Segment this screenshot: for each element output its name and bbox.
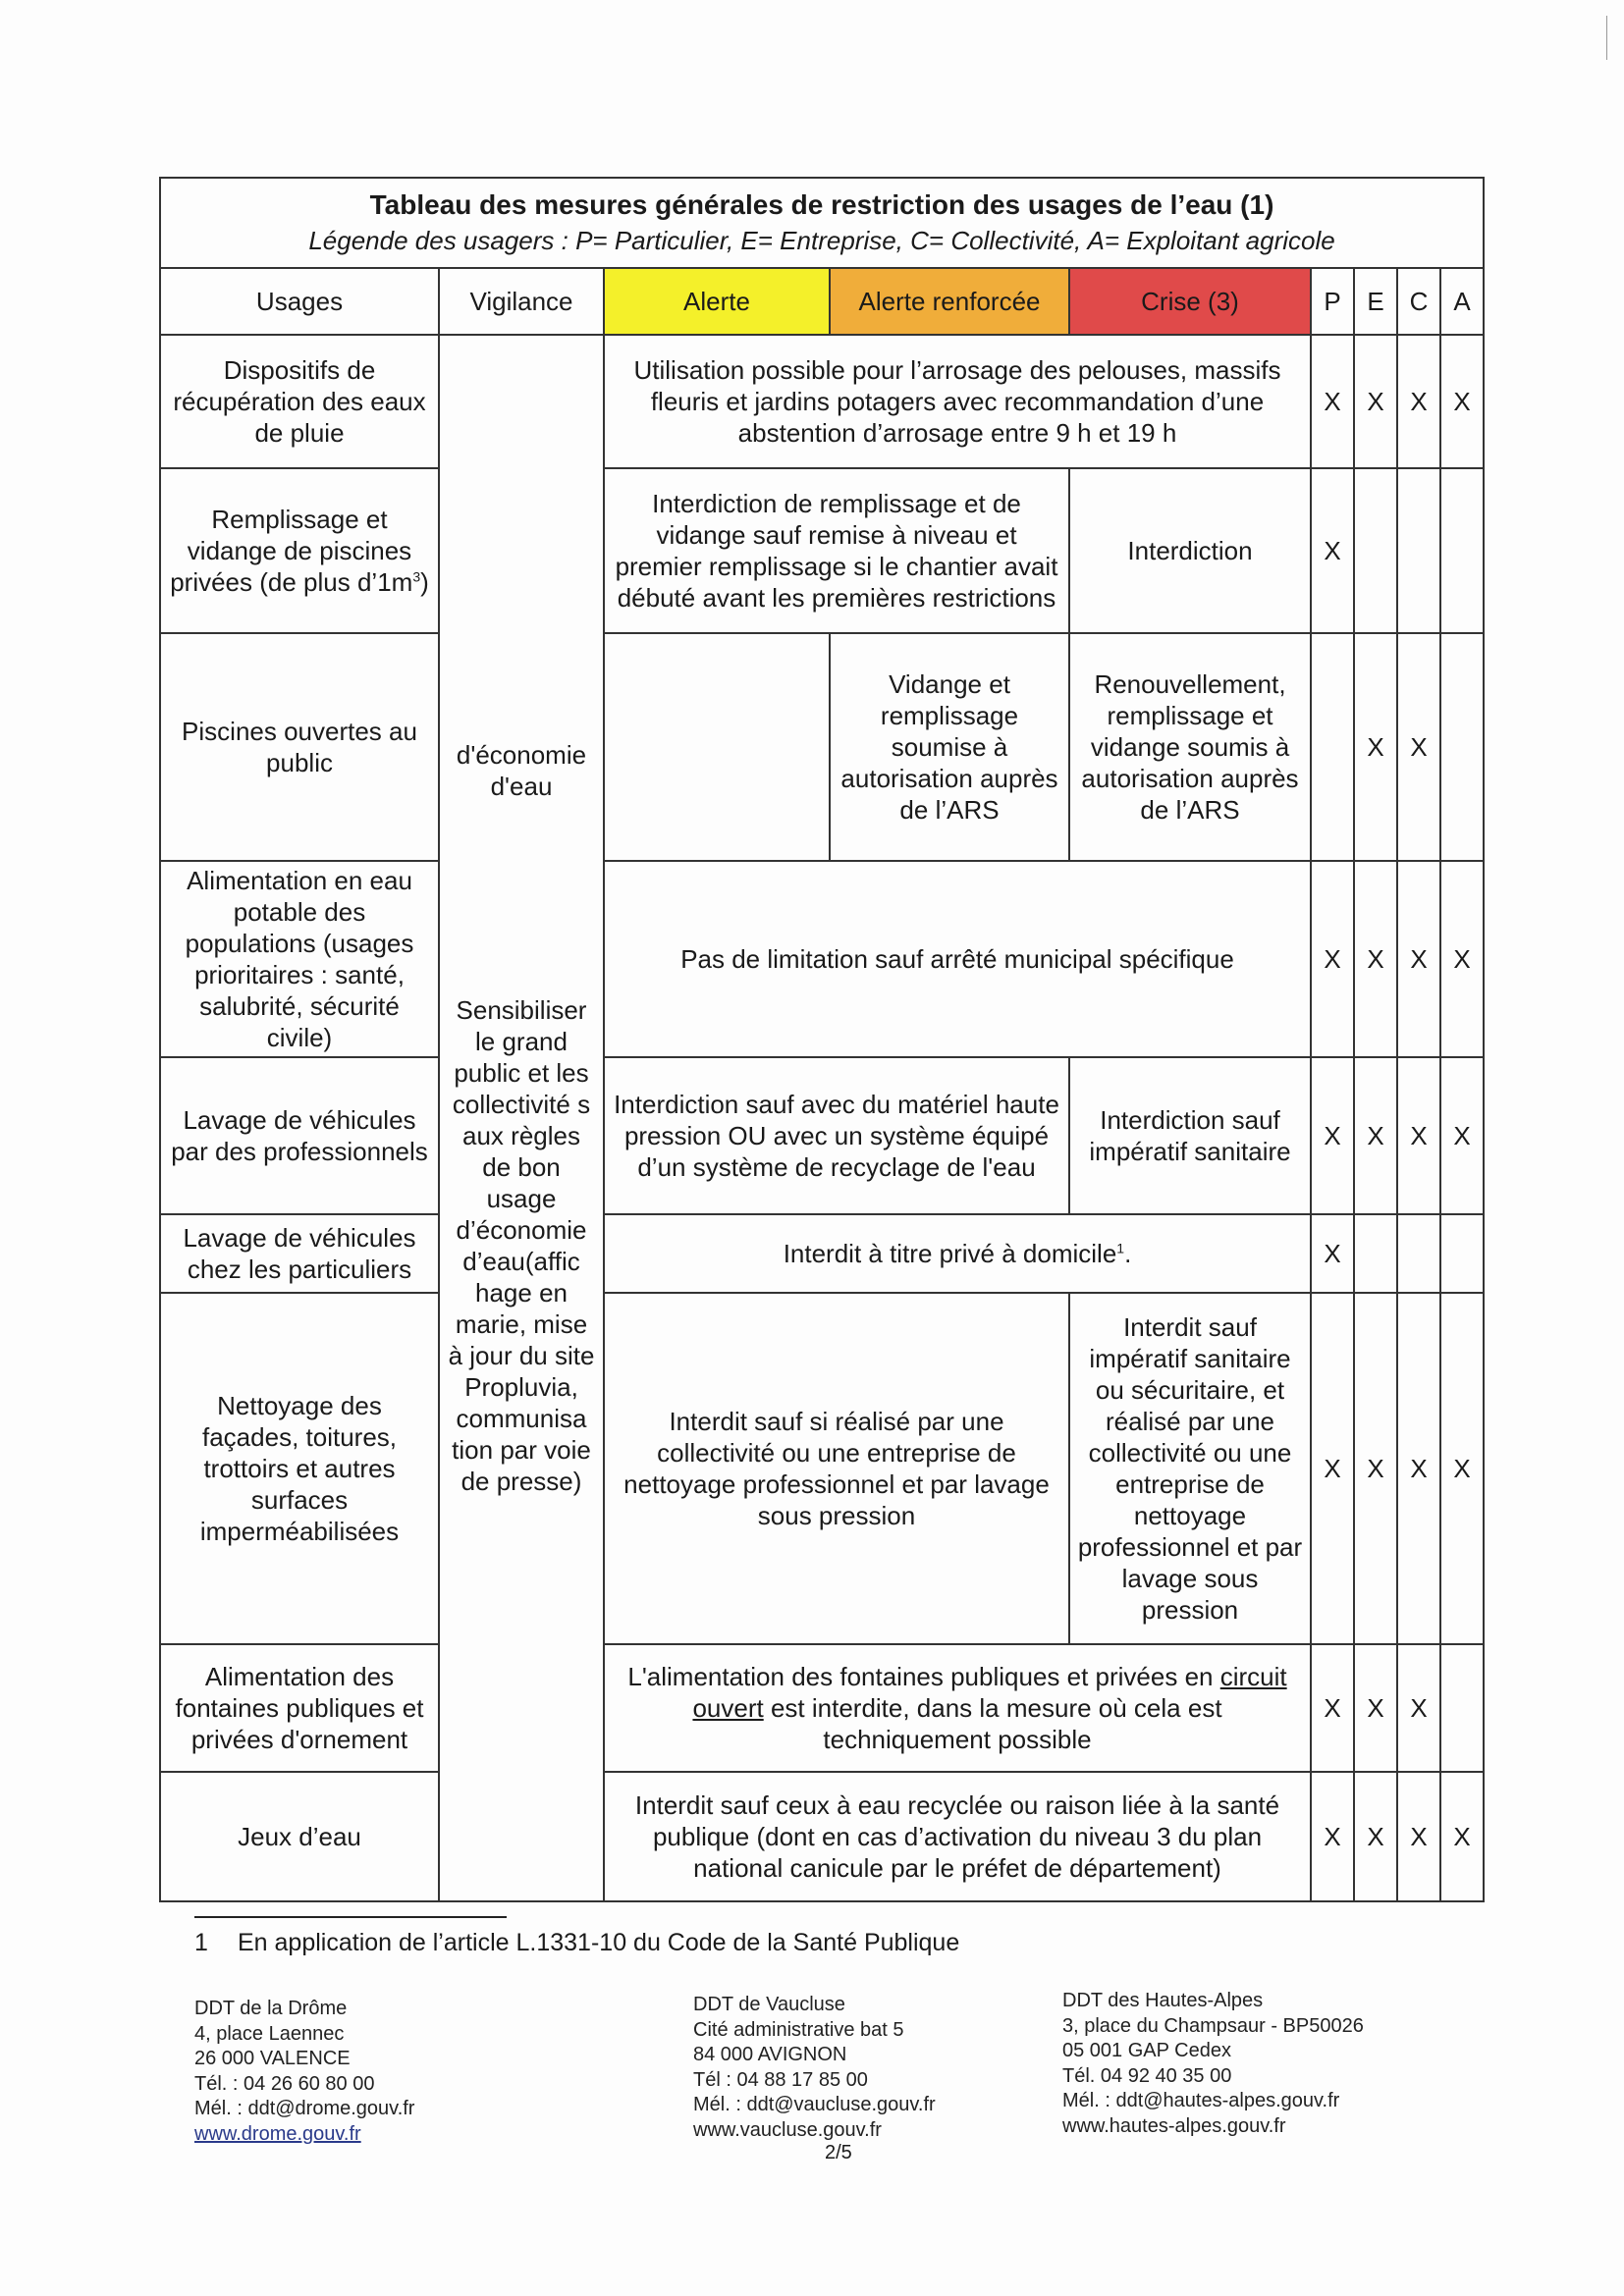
address-vaucluse: DDT de Vaucluse Cité administrative bat 5 84 000 AVIGNON Tél : 04 88 17 85 00 Mél. : ddt@vaucluse.gouv.fr www.vaucluse.gouv.fr (693, 1993, 936, 2143)
email-hautes-alpes[interactable]: Mél. : ddt@hautes-alpes.gouv.fr (1062, 2090, 1340, 2111)
link-vaucluse[interactable]: www.vaucluse.gouv.fr (693, 2118, 882, 2141)
e-mark (1354, 468, 1397, 633)
a-mark (1440, 1644, 1484, 1772)
header-p: P (1311, 268, 1354, 335)
c-mark: X (1397, 1293, 1440, 1644)
e-mark: X (1354, 1772, 1397, 1901)
p-mark: X (1311, 1293, 1354, 1644)
a-mark (1440, 468, 1484, 633)
usage-cell: Remplissage et vidange de piscines privées (de plus $d’1m^3$) (160, 468, 439, 633)
measure-alerte-renforcee-cell: Interdit sauf si réalisé par une collectivité ou une entreprise de nettoyage professionnel et par lavage sous pression (604, 1293, 1069, 1644)
vigilance-text-top: d'économie d'eau (456, 740, 587, 801)
measure-alerte-renforcee-cell: Vidange et remplissage soumise à autorisation auprès de l’ARS (830, 633, 1069, 861)
table-row (160, 468, 1484, 633)
link-drome[interactable]: www.drome.gouv.fr (194, 2122, 361, 2145)
header-alerte-renforcee: Alerte renforcée (830, 268, 1069, 335)
usage-cell: Jeux d’eau (160, 1772, 439, 1901)
table-row (160, 1214, 1484, 1293)
a-mark: X (1440, 1772, 1484, 1901)
header-crise: Crise (3) (1069, 268, 1311, 335)
usage-cell: Lavage de véhicules par des professionnels (160, 1057, 439, 1214)
measure-cell: Pas de limitation sauf arrêté municipal spécifique (604, 861, 1311, 1057)
c-mark: X (1397, 861, 1440, 1057)
footnote-text: En application de l’article L.1331-10 du Code de la Santé Publique (238, 1929, 960, 1956)
usage-cell: Dispositifs de récupération des eaux de pluie (160, 335, 439, 468)
c-mark: X (1397, 335, 1440, 468)
header-alerte: Alerte (604, 268, 830, 335)
header-e: E (1354, 268, 1397, 335)
p-mark: X (1311, 861, 1354, 1057)
measure-crise-cell: Renouvellement, remplissage et vidange soumis à autorisation auprès de l’ARS (1069, 633, 1311, 861)
table-header-row (160, 268, 1484, 335)
e-mark: X (1354, 335, 1397, 468)
page-number: 2/5 (825, 2142, 852, 2163)
a-mark: X (1440, 861, 1484, 1057)
header-a: A (1440, 268, 1484, 335)
p-mark (1311, 633, 1354, 861)
measure-alerte-cell (604, 633, 830, 861)
measure-cell: Interdit à titre privé à domicile$^1$. (604, 1214, 1311, 1293)
usage-cell: Piscines ouvertes au public (160, 633, 439, 861)
header-c: C (1397, 268, 1440, 335)
a-mark (1440, 1214, 1484, 1293)
p-mark: X (1311, 1057, 1354, 1214)
restriction-table (159, 177, 1485, 1902)
measure-crise-cell: Interdit sauf impératif sanitaire ou sécuritaire, et réalisé par une collectivité ou une entreprise de nettoyage professionnel et par lavage sous pression (1069, 1293, 1311, 1644)
table-row (160, 1772, 1484, 1901)
table-row (160, 1644, 1484, 1772)
address-hautes-alpes: DDT des Hautes-Alpes 3, place du Champsaur - BP50026 05 001 GAP Cedex Tél. 04 92 40 35 00 Mél. : ddt@hautes-alpes.gouv.fr www.hautes-alpes.gouv.fr (1062, 1989, 1364, 2139)
a-mark (1440, 633, 1484, 861)
underlined-term: circuit ouvert (692, 1662, 1287, 1723)
table-row (160, 1293, 1484, 1644)
header-vigilance: Vigilance (439, 268, 604, 335)
p-mark: X (1311, 1644, 1354, 1772)
table-row (160, 335, 1484, 468)
table-row (160, 633, 1484, 861)
e-mark: X (1354, 1644, 1397, 1772)
email-vaucluse[interactable]: Mél. : ddt@vaucluse.gouv.fr (693, 2094, 936, 2115)
usage-cell: Lavage de véhicules chez les particuliers (160, 1214, 439, 1293)
usage-cell: Alimentation en eau potable des populations (usages prioritaires : santé, salubrité, sécurité civile) (160, 861, 439, 1057)
p-mark: X (1311, 1772, 1354, 1901)
e-mark: X (1354, 633, 1397, 861)
a-mark: X (1440, 1057, 1484, 1214)
a-mark: X (1440, 1293, 1484, 1644)
table-legend: Légende des usagers : P= Particulier, E= Entreprise, C= Collectivité, A= Exploitant agricole (308, 226, 1335, 255)
e-mark: X (1354, 861, 1397, 1057)
vigilance-cell (439, 335, 604, 1901)
c-mark: X (1397, 1772, 1440, 1901)
p-mark: X (1311, 335, 1354, 468)
table-title-cell (160, 178, 1484, 268)
a-mark: X (1440, 335, 1484, 468)
usage-cell: Alimentation des fontaines publiques et privées d'ornement (160, 1644, 439, 1772)
table-row (160, 861, 1484, 1057)
footnote-number: 1 (194, 1929, 208, 1956)
e-mark: X (1354, 1293, 1397, 1644)
p-mark: X (1311, 468, 1354, 633)
footnote-separator (194, 1916, 507, 1918)
c-mark: X (1397, 633, 1440, 861)
measure-cell: Utilisation possible pour l’arrosage des pelouses, massifs fleuris et jardins potagers avec recommandation d’une abstention d’arrosage entre 9 h et 19 h (604, 335, 1311, 468)
p-mark: X (1311, 1214, 1354, 1293)
measure-cell: Interdit sauf ceux à eau recyclée ou raison liée à la santé publique (dont en cas d’activation du niveau 3 du plan national canicule par le préfet de département) (604, 1772, 1311, 1901)
scan-edge-mark (1606, 16, 1607, 60)
email-drome[interactable]: Mél. : ddt@drome.gouv.fr (194, 2098, 415, 2119)
address-drome: DDT de la Drôme 4, place Laennec 26 000 VALENCE Tél. : 04 26 60 80 00 Mél. : ddt@drome.gouv.fr www.drome.gouv.fr (194, 1997, 414, 2147)
table-row (160, 1057, 1484, 1214)
header-usages: Usages (160, 268, 439, 335)
c-mark: X (1397, 1057, 1440, 1214)
e-mark: X (1354, 1057, 1397, 1214)
table-title: Tableau des mesures générales de restriction des usages de l’eau (1) (369, 189, 1274, 220)
c-mark: X (1397, 1644, 1440, 1772)
measure-alerte-renforcee-cell: Interdiction sauf avec du matériel haute pression OU avec un système équipé d’un système de recyclage de l'eau (604, 1057, 1069, 1214)
footnote (194, 1928, 959, 1957)
link-hautes-alpes[interactable]: www.hautes-alpes.gouv.fr (1062, 2114, 1286, 2137)
vigilance-text-main: Sensibiliser le grand public et les collectivité s aux règles de bon usage d’économie d’eau(affic hage en marie, mise à jour du site Propluvia, communisa tion par voie de presse) (448, 995, 595, 1496)
measure-crise-cell: Interdiction sauf impératif sanitaire (1069, 1057, 1311, 1214)
measure-cell: L'alimentation des fontaines publiques et privées en circuit ouvert est interdite, dans la mesure où cela est techniquement possible (604, 1644, 1311, 1772)
usage-cell: Nettoyage des façades, toitures, trottoirs et autres surfaces imperméabilisées (160, 1293, 439, 1644)
measure-alerte-renforcee-cell: Interdiction de remplissage et de vidange sauf remise à niveau et premier remplissage si le chantier avait débuté avant les premières restrictions (604, 468, 1069, 633)
footnote-ref[interactable]: 1 (1116, 1240, 1125, 1256)
c-mark (1397, 1214, 1440, 1293)
e-mark (1354, 1214, 1397, 1293)
measure-crise-cell: Interdiction (1069, 468, 1311, 633)
c-mark (1397, 468, 1440, 633)
